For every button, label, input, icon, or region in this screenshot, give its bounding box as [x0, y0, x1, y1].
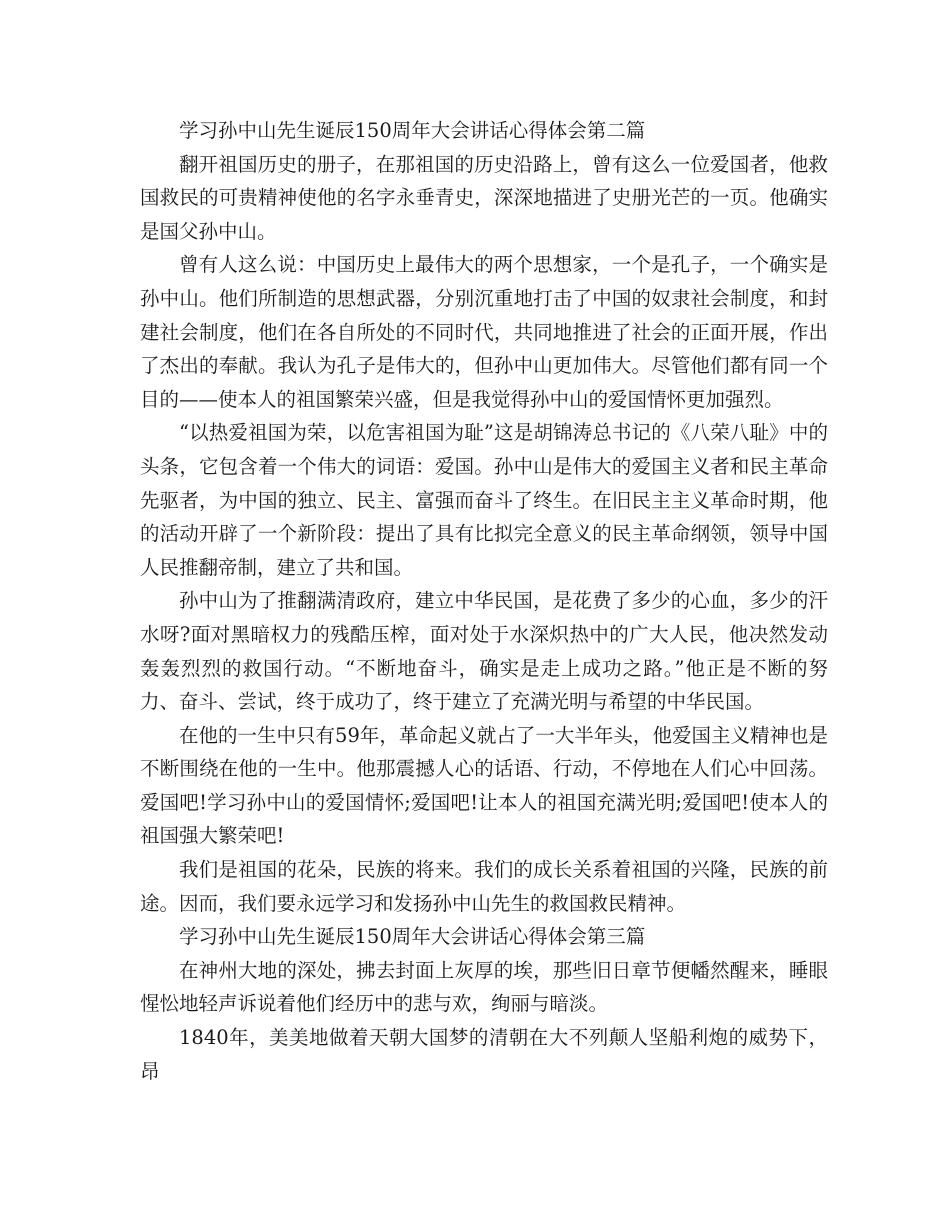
paragraph: 我们是祖国的花朵，民族的将来。我们的成长关系着祖国的兴隆，民族的前途。因而，我们要永远学习和发扬孙中山先生的救国救民精神。 [140, 858, 828, 915]
paragraph: 1840年，美美地做着天朝大国梦的清朝在大不列颠人坚船利炮的威势下，昂 [140, 1026, 828, 1083]
paragraph: 翻开祖国历史的册子，在那祖国的历史沿路上，曾有这么一位爱国者，他救国救民的可贵精神使他的名字永垂青史，深深地描进了史册光芒的一页。他确实是国父孙中山。 [140, 152, 828, 243]
paragraph: 曾有人这么说：中国历史上最伟大的两个思想家，一个是孔子，一个确实是孙中山。他们所制造的思想武器，分别沉重地打击了中国的奴隶社会制度，和封建社会制度，他们在各自所处的不同时代，共同地推进了社会的正面开展，作出了杰出的奉献。我认为孔子是伟大的，但孙中山更加伟大。尽管他们都有同一个目的——使本人的祖国繁荣兴盛，但是我觉得孙中山的爱国情怀更加强烈。 [140, 253, 828, 411]
paragraph: 在神州大地的深处，拂去封面上灰厚的埃，那些旧日章节便幡然醒来，睡眼惺忪地轻声诉说着他们经历中的悲与欢，绚丽与暗淡。 [140, 958, 828, 1016]
paragraph: “以热爱祖国为荣，以危害祖国为耻”这是胡锦涛总书记的《八荣八耻》中的头条，它包含着一个伟大的词语：爱国。孙中山是伟大的爱国主义者和民主革命先驱者，为中国的独立、民主、富强而奋斗了终生。在旧民主主义革命时期，他的活动开辟了一个新阶段：提出了具有比拟完全意义的民主革命纲领，领导中国人民推翻帝制，建立了共和国。 [140, 421, 828, 579]
paragraph: 在他的一生中只有59年，革命起义就占了一大半年头，他爱国主义精神也是不断围绕在他的一生中。他那震撼人心的话语、行动，不停地在人们心中回荡。爱国吧!学习孙中山的爱国情怀;爱国吧!让本人的祖国充满光明;爱国吧!使本人的祖国强大繁荣吧! [140, 723, 828, 848]
section-heading-3: 学习孙中山先生诞辰150周年大会讲话心得体会第三篇 [179, 925, 646, 949]
document-body [140, 114, 828, 1088]
section-heading-2: 学习孙中山先生诞辰150周年大会讲话心得体会第二篇 [179, 119, 646, 142]
paragraph: 孙中山为了推翻满清政府，建立中华民国，是花费了多少的心血，多少的汗水呀?面对黑暗权力的残酷压榨，面对处于水深炽热中的广大人民，他决然发动轰轰烈烈的救国行动。“不断地奋斗，确实是走上成功之路。”他正是不断的努力、奋斗、尝试，终于成功了，终于建立了充满光明与希望的中华民国。 [140, 589, 828, 714]
